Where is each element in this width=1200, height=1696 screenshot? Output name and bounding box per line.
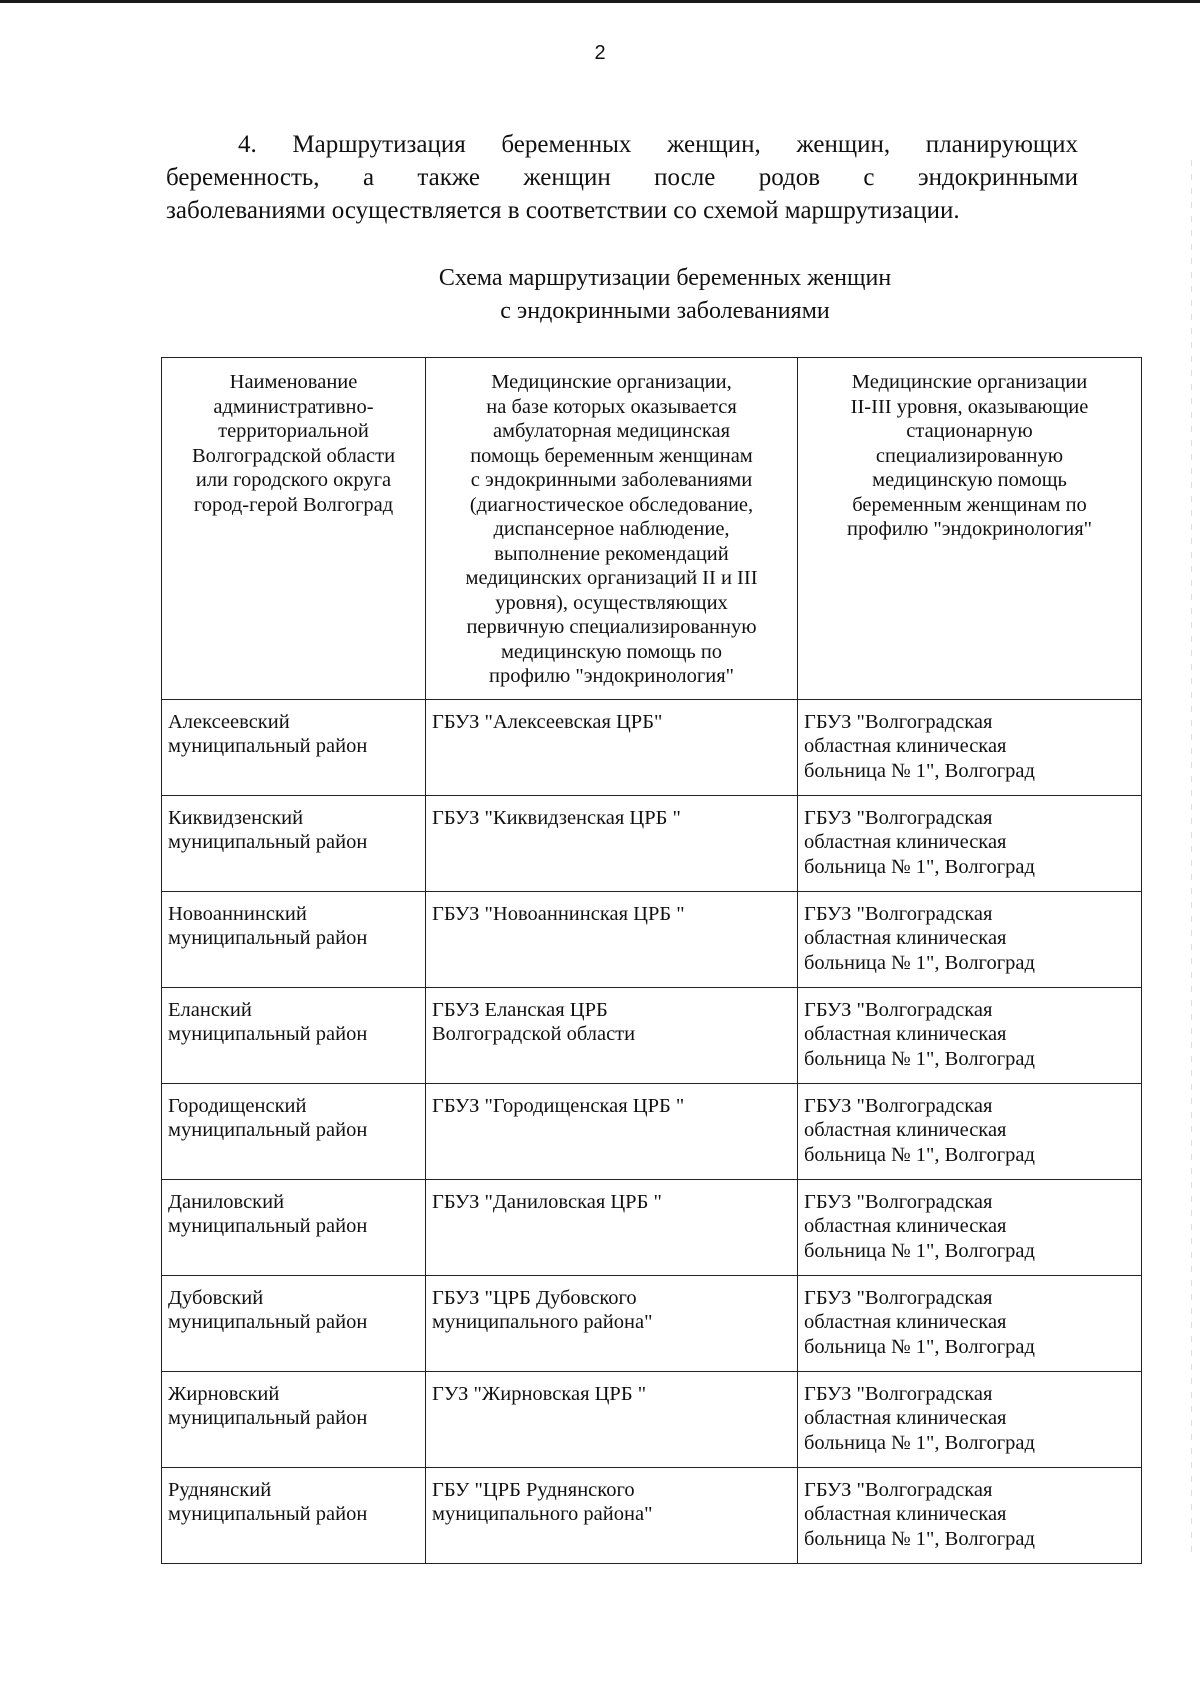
- scheme-title-line-1: Схема маршрутизации беременных женщин: [438, 265, 892, 291]
- table-row: [162, 1467, 1142, 1563]
- hospital-cell-text: ГБУЗ "Волгоградская областная клиническая больница № 1", Волгоград: [804, 1286, 1035, 1358]
- district-cell-text: Жирновский муниципальный район: [168, 1382, 368, 1429]
- primary-care-cell-text: ГБУЗ Еланская ЦРБ Волгоградской области: [432, 998, 636, 1045]
- hospital-cell-text: ГБУЗ "Волгоградская областная клиническая больница № 1", Волгоград: [804, 998, 1035, 1070]
- hospital-cell: [798, 699, 1142, 795]
- district-cell-text: Киквидзенский муниципальный район: [168, 806, 368, 853]
- table-row: [162, 795, 1142, 891]
- header-primary-care-text: Медицинские организации, на базе которых оказывается амбулаторная медицинская помощь беременным женщинам с эндокринными заболеваниями (диагностическое обследование, диспансерное наблюдение, выполнение рекомендаций медицинских организаций II и III уровня), осуществляющих первичную специализированную медицинскую помощь по профилю "эндокринология": [465, 371, 758, 687]
- hospital-cell-text: ГБУЗ "Волгоградская областная клиническая больница № 1", Волгоград: [804, 1478, 1035, 1550]
- primary-care-cell: [426, 1083, 798, 1179]
- hospital-cell: [798, 1179, 1142, 1275]
- header-district: [162, 358, 426, 700]
- top-border-line: [0, 0, 1200, 3]
- scan-edge-artifact: [1191, 160, 1192, 1560]
- primary-care-cell: [426, 795, 798, 891]
- intro-paragraph: [166, 128, 1078, 227]
- table-row: [162, 699, 1142, 795]
- primary-care-cell-text: ГБУЗ "Городищенская ЦРБ ": [432, 1094, 685, 1117]
- district-cell: [162, 1083, 426, 1179]
- hospital-cell-text: ГБУЗ "Волгоградская областная клиническая больница № 1", Волгоград: [804, 806, 1035, 878]
- header-primary-care: [426, 358, 798, 700]
- district-cell-text: Городищенский муниципальный район: [168, 1094, 368, 1141]
- district-cell-text: Руднянский муниципальный район: [168, 1478, 368, 1525]
- district-cell: [162, 891, 426, 987]
- hospital-cell: [798, 891, 1142, 987]
- table-row: [162, 891, 1142, 987]
- page-number: 2: [594, 42, 606, 64]
- primary-care-cell-text: ГБУ "ЦРБ Руднянского муниципального района": [432, 1478, 653, 1525]
- district-cell: [162, 1275, 426, 1371]
- primary-care-cell: [426, 1467, 798, 1563]
- primary-care-cell: [426, 891, 798, 987]
- hospital-cell: [798, 795, 1142, 891]
- district-cell-text: Даниловский муниципальный район: [168, 1190, 368, 1237]
- primary-care-cell: [426, 1179, 798, 1275]
- scheme-title-line-2: с эндокринными заболеваниями: [500, 298, 830, 324]
- primary-care-cell-text: ГБУЗ "Новоаннинская ЦРБ ": [432, 902, 685, 925]
- primary-care-cell-text: ГУЗ "Жирновская ЦРБ ": [432, 1382, 647, 1405]
- scheme-title: [0, 262, 1200, 328]
- hospital-cell: [798, 1371, 1142, 1467]
- hospital-cell-text: ГБУЗ "Волгоградская областная клиническая больница № 1", Волгоград: [804, 1382, 1035, 1454]
- hospital-cell: [798, 1083, 1142, 1179]
- district-cell: [162, 795, 426, 891]
- table-row: [162, 1371, 1142, 1467]
- hospital-cell: [798, 1467, 1142, 1563]
- table-row: [162, 1179, 1142, 1275]
- primary-care-cell: [426, 699, 798, 795]
- table-row: [162, 1275, 1142, 1371]
- district-cell-text: Еланский муниципальный район: [168, 998, 368, 1045]
- table-row: [162, 987, 1142, 1083]
- primary-care-cell-text: ГБУЗ "Даниловская ЦРБ ": [432, 1190, 662, 1213]
- district-cell: [162, 699, 426, 795]
- header-specialized-hospital: [798, 358, 1142, 700]
- hospital-cell-text: ГБУЗ "Волгоградская областная клиническая больница № 1", Волгоград: [804, 902, 1035, 974]
- district-cell-text: Новоаннинский муниципальный район: [168, 902, 368, 949]
- primary-care-cell: [426, 1371, 798, 1467]
- table-body: [162, 699, 1142, 1563]
- hospital-cell-text: ГБУЗ "Волгоградская областная клиническая больница № 1", Волгоград: [804, 1094, 1035, 1166]
- hospital-cell-text: ГБУЗ "Волгоградская областная клиническая больница № 1", Волгоград: [804, 710, 1035, 782]
- primary-care-cell: [426, 1275, 798, 1371]
- primary-care-cell-text: ГБУЗ "Алексеевская ЦРБ": [432, 710, 663, 733]
- district-cell: [162, 1467, 426, 1563]
- district-cell: [162, 1179, 426, 1275]
- district-cell: [162, 987, 426, 1083]
- primary-care-cell-text: ГБУЗ "Киквидзенская ЦРБ ": [432, 806, 681, 829]
- intro-line-2: беременность, а также женщин после родов с эндокринными: [166, 164, 1078, 191]
- table-row: [162, 1083, 1142, 1179]
- intro-line-1: 4. Маршрутизация беременных женщин, женщин, планирующих: [238, 131, 1078, 158]
- table-header-row: [162, 358, 1142, 700]
- hospital-cell-text: ГБУЗ "Волгоградская областная клиническая больница № 1", Волгоград: [804, 1190, 1035, 1262]
- primary-care-cell-text: ГБУЗ "ЦРБ Дубовского муниципального района": [432, 1286, 653, 1333]
- district-cell-text: Дубовский муниципальный район: [168, 1286, 368, 1333]
- primary-care-cell: [426, 987, 798, 1083]
- district-cell: [162, 1371, 426, 1467]
- intro-line-3: заболеваниями осуществляется в соответствии со схемой маршрутизации.: [166, 197, 960, 224]
- district-cell-text: Алексеевский муниципальный район: [168, 710, 368, 757]
- hospital-cell: [798, 1275, 1142, 1371]
- routing-table: [161, 357, 1142, 1564]
- header-district-text: Наименование административно- территориальной Волгоградской области или городского округа город-герой Волгоград: [191, 371, 396, 516]
- hospital-cell: [798, 987, 1142, 1083]
- header-specialized-hospital-text: Медицинские организации II-III уровня, оказывающие стационарную специализированную медицинскую помощь беременным женщинам по профилю "эндокринология": [847, 371, 1092, 540]
